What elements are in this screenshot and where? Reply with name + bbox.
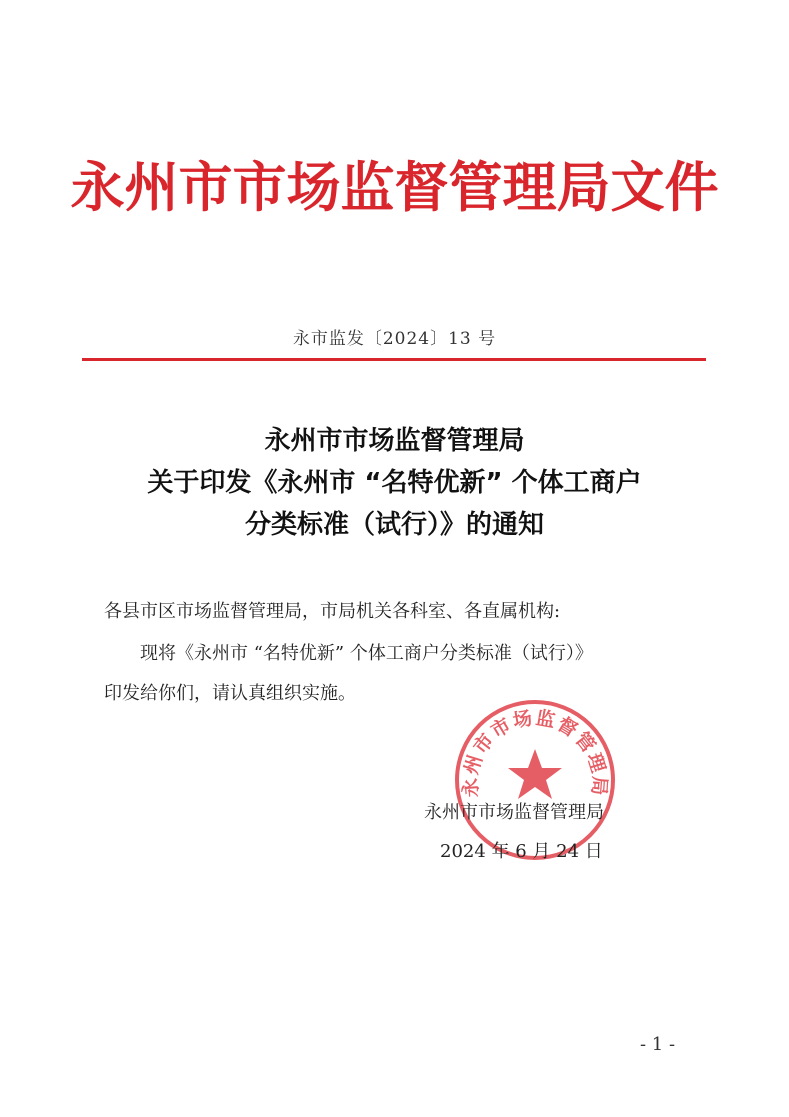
salutation: 各县市区市场监督管理局，市局机关各科室、各直属机构: xyxy=(104,601,561,622)
seal-star-icon xyxy=(508,749,562,799)
title-line-1: 永州市市场监督管理局 xyxy=(264,426,525,456)
title-line-3: 分类标准（试行）》的通知 xyxy=(244,510,544,540)
seal-text: 永州市市场监督管理局 xyxy=(459,706,611,798)
signature-org: 永州市市场监督管理局 xyxy=(424,802,604,823)
body-line-2: 印发给你们，请认真组织实施。 xyxy=(104,683,356,704)
signature-date: 2024 年 6 月 24 日 xyxy=(440,841,603,862)
document-title xyxy=(0,420,789,546)
title-line-2: 关于印发《永州市 “名特优新” 个体工商户 xyxy=(147,468,642,498)
page-number: - 1 - xyxy=(640,1034,676,1055)
red-divider xyxy=(82,358,706,361)
document-masthead: 永州市市场监督管理局文件 xyxy=(70,156,719,219)
body-line-1: 现将《永州市 “名特优新” 个体工商户分类标准（试行）》 xyxy=(140,643,593,664)
document-number: 永市监发〔2024〕13 号 xyxy=(292,329,497,349)
